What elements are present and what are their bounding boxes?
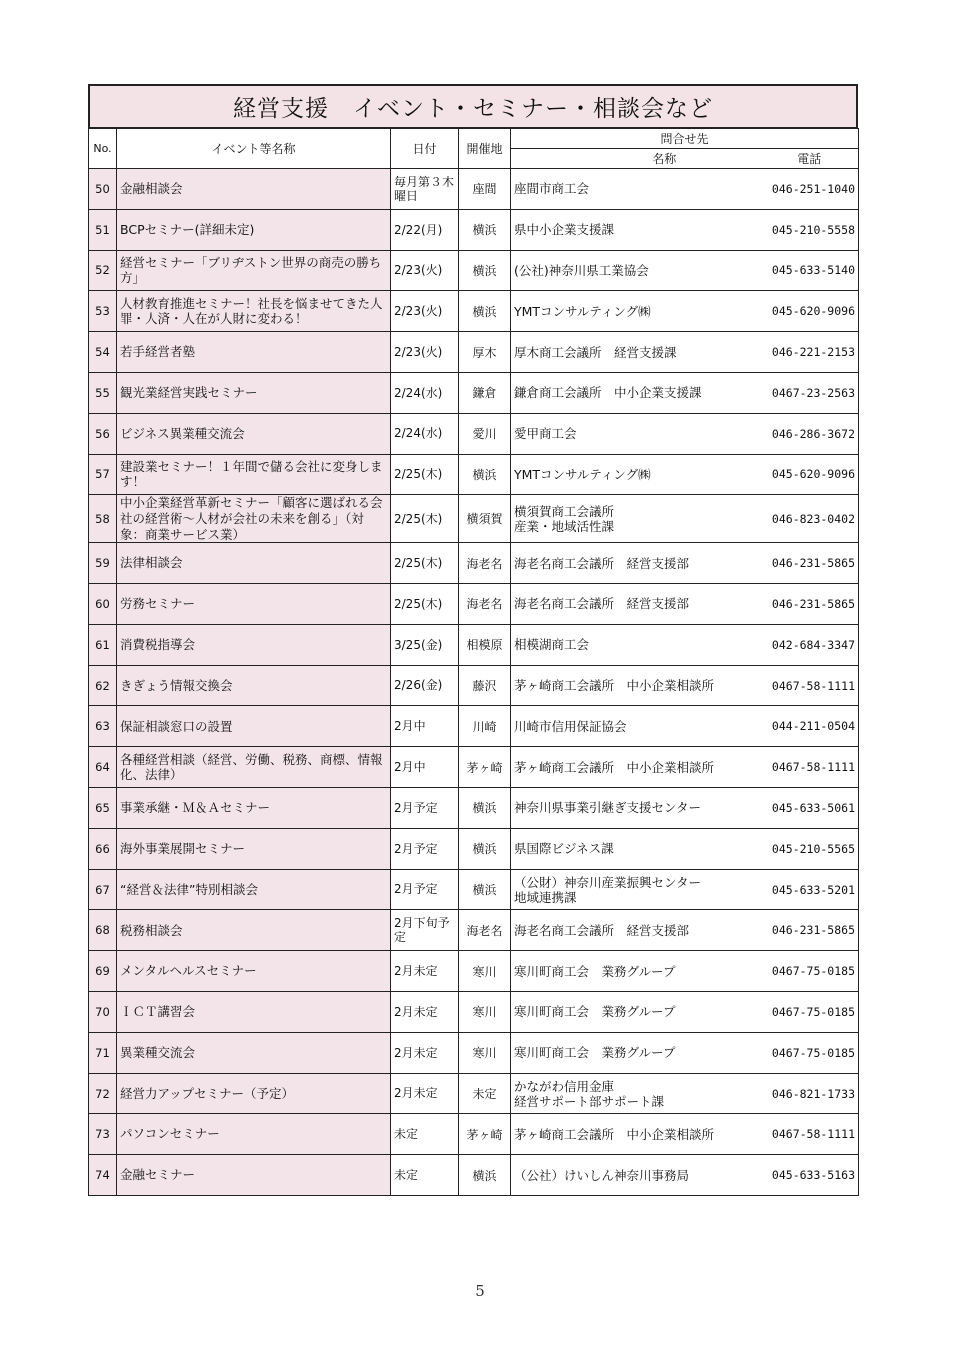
- event-venue: 相模原: [459, 624, 511, 665]
- event-venue: 茅ヶ崎: [459, 1114, 511, 1155]
- table-row: [89, 209, 859, 250]
- row-number: 65: [89, 788, 117, 829]
- header-contact-name: 名称: [511, 149, 761, 169]
- row-number: 71: [89, 1032, 117, 1073]
- page-title: 経営支援 イベント・セミナー・相談会など: [88, 84, 858, 128]
- event-date: 2/25(木): [391, 454, 459, 495]
- event-venue: 横浜: [459, 291, 511, 332]
- event-name: 観光業経営実践セミナー: [117, 372, 391, 413]
- contact-name: 茅ヶ崎商工会議所 中小企業相談所: [511, 747, 761, 788]
- event-venue: 横浜: [459, 788, 511, 829]
- contact-tel: 0467-58-1111: [761, 1114, 859, 1155]
- event-date: 2月未定: [391, 1073, 459, 1114]
- event-venue: 横浜: [459, 454, 511, 495]
- event-venue: 座間: [459, 169, 511, 210]
- event-name: 建設業セミナー！１年間で儲る会社に変身します！: [117, 454, 391, 495]
- contact-name: YMTコンサルティング㈱: [511, 454, 761, 495]
- contact-name: 県中小企業支援課: [511, 209, 761, 250]
- contact-tel: 046-231-5865: [761, 543, 859, 584]
- page-number: 5: [475, 1282, 485, 1300]
- contact-tel: 045-633-5140: [761, 250, 859, 291]
- header-contact-tel: 電話: [761, 149, 859, 169]
- contact-tel: 0467-75-0185: [761, 951, 859, 992]
- event-venue: 横浜: [459, 209, 511, 250]
- event-date: 3/25(金): [391, 624, 459, 665]
- event-venue: 海老名: [459, 543, 511, 584]
- contact-tel: 0467-75-0185: [761, 992, 859, 1033]
- contact-name: 愛甲商工会: [511, 413, 761, 454]
- event-venue: 寒川: [459, 951, 511, 992]
- event-venue: 海老名: [459, 910, 511, 951]
- contact-tel: 046-251-1040: [761, 169, 859, 210]
- event-name: 若手経営者塾: [117, 332, 391, 373]
- event-venue: 未定: [459, 1073, 511, 1114]
- row-number: 69: [89, 951, 117, 992]
- event-date: 2月未定: [391, 951, 459, 992]
- event-venue: 茅ヶ崎: [459, 747, 511, 788]
- contact-name: (公社)神奈川県工業協会: [511, 250, 761, 291]
- event-date: 2/22(月): [391, 209, 459, 250]
- table-row: [89, 992, 859, 1033]
- table-row: [89, 495, 859, 543]
- row-number: 58: [89, 495, 117, 543]
- contact-name: 海老名商工会議所 経営支援部: [511, 910, 761, 951]
- event-name: 金融相談会: [117, 169, 391, 210]
- table-row: [89, 951, 859, 992]
- event-venue: 横浜: [459, 869, 511, 910]
- event-date: 2月未定: [391, 992, 459, 1033]
- row-number: 74: [89, 1155, 117, 1196]
- row-number: 57: [89, 454, 117, 495]
- event-name: “経営＆法律”特別相談会: [117, 869, 391, 910]
- table-row: [89, 788, 859, 829]
- table-row: [89, 1114, 859, 1155]
- event-name: 税務相談会: [117, 910, 391, 951]
- table-row: [89, 584, 859, 625]
- event-name: メンタルヘルスセミナー: [117, 951, 391, 992]
- table-row: [89, 747, 859, 788]
- event-name: BCPセミナー(詳細未定): [117, 209, 391, 250]
- contact-name: 県国際ビジネス課: [511, 828, 761, 869]
- contact-tel: 045-633-5061: [761, 788, 859, 829]
- table-row: [89, 706, 859, 747]
- contact-tel: 0467-58-1111: [761, 665, 859, 706]
- event-name: 人材教育推進セミナー！社長を悩ませてきた人罪・人済・人在が人財に変わる！: [117, 291, 391, 332]
- table-row: [89, 413, 859, 454]
- table-row: [89, 624, 859, 665]
- header-event-name: イベント等名称: [117, 129, 391, 169]
- contact-tel: 0467-58-1111: [761, 747, 859, 788]
- table-row: [89, 291, 859, 332]
- table-row: [89, 169, 859, 210]
- event-venue: 鎌倉: [459, 372, 511, 413]
- table-row: [89, 910, 859, 951]
- table-row: [89, 372, 859, 413]
- row-number: 72: [89, 1073, 117, 1114]
- event-date: 2月予定: [391, 869, 459, 910]
- event-date: 2/23(火): [391, 250, 459, 291]
- event-name: ＩＣＴ講習会: [117, 992, 391, 1033]
- event-name: 各種経営相談（経営、労働、税務、商標、情報化、法律）: [117, 747, 391, 788]
- contact-tel: 046-823-0402: [761, 495, 859, 543]
- event-date: 2月中: [391, 706, 459, 747]
- table-row: [89, 332, 859, 373]
- table-row: [89, 1155, 859, 1196]
- event-name: 経営力アップセミナー（予定）: [117, 1073, 391, 1114]
- table-row: [89, 454, 859, 495]
- event-date: 2/23(火): [391, 291, 459, 332]
- table-row: [89, 250, 859, 291]
- contact-name: 厚木商工会議所 経営支援課: [511, 332, 761, 373]
- row-number: 54: [89, 332, 117, 373]
- event-date: 2/26(金): [391, 665, 459, 706]
- event-venue: 横須賀: [459, 495, 511, 543]
- event-venue: 愛川: [459, 413, 511, 454]
- header-contact: 問合せ先: [511, 129, 859, 149]
- row-number: 67: [89, 869, 117, 910]
- header-venue: 開催地: [459, 129, 511, 169]
- table-row: [89, 543, 859, 584]
- row-number: 55: [89, 372, 117, 413]
- event-date: 2/25(木): [391, 495, 459, 543]
- event-venue: 海老名: [459, 584, 511, 625]
- table-body: [89, 169, 859, 1196]
- event-date: 2月予定: [391, 788, 459, 829]
- event-venue: 横浜: [459, 1155, 511, 1196]
- contact-name: 海老名商工会議所 経営支援部: [511, 543, 761, 584]
- event-date: 2/23(火): [391, 332, 459, 373]
- event-name: 金融セミナー: [117, 1155, 391, 1196]
- event-venue: 寒川: [459, 1032, 511, 1073]
- event-name: 経営セミナー「ブリヂストン世界の商売の勝ち方」: [117, 250, 391, 291]
- event-date: 2/24(水): [391, 372, 459, 413]
- contact-name: かながわ信用金庫 経営サポート部サポート課: [511, 1073, 761, 1114]
- contact-name: 海老名商工会議所 経営支援部: [511, 584, 761, 625]
- table-row: [89, 665, 859, 706]
- event-date: 2/25(木): [391, 543, 459, 584]
- event-name: 中小企業経営革新セミナー「顧客に選ばれる会社の経営術～人材が会社の未来を創る」（対象：商業サービス業）: [117, 495, 391, 543]
- event-name: 海外事業展開セミナー: [117, 828, 391, 869]
- event-venue: 厚木: [459, 332, 511, 373]
- contact-tel: 045-633-5201: [761, 869, 859, 910]
- event-date: 2月未定: [391, 1032, 459, 1073]
- event-name: 事業承継・Ｍ＆Ａセミナー: [117, 788, 391, 829]
- event-date: 2/24(水): [391, 413, 459, 454]
- event-name: 法律相談会: [117, 543, 391, 584]
- contact-tel: 044-211-0504: [761, 706, 859, 747]
- event-venue: 川崎: [459, 706, 511, 747]
- table-row: [89, 828, 859, 869]
- event-venue: 藤沢: [459, 665, 511, 706]
- table-row: [89, 869, 859, 910]
- contact-name: 神奈川県事業引継ぎ支援センター: [511, 788, 761, 829]
- row-number: 60: [89, 584, 117, 625]
- event-name: 異業種交流会: [117, 1032, 391, 1073]
- event-venue: 横浜: [459, 250, 511, 291]
- contact-name: 相模湖商工会: [511, 624, 761, 665]
- contact-tel: 045-620-9096: [761, 291, 859, 332]
- contact-tel: 046-231-5865: [761, 584, 859, 625]
- event-name: パソコンセミナー: [117, 1114, 391, 1155]
- row-number: 73: [89, 1114, 117, 1155]
- contact-tel: 045-210-5558: [761, 209, 859, 250]
- event-name: 消費税指導会: [117, 624, 391, 665]
- contact-tel: 0467-23-2563: [761, 372, 859, 413]
- contact-tel: 042-684-3347: [761, 624, 859, 665]
- contact-tel: 045-210-5565: [761, 828, 859, 869]
- contact-tel: 045-620-9096: [761, 454, 859, 495]
- event-name: ビジネス異業種交流会: [117, 413, 391, 454]
- contact-name: 茅ヶ崎商工会議所 中小企業相談所: [511, 665, 761, 706]
- contact-name: 川崎市信用保証協会: [511, 706, 761, 747]
- event-date: 2月予定: [391, 828, 459, 869]
- contact-name: 茅ヶ崎商工会議所 中小企業相談所: [511, 1114, 761, 1155]
- row-number: 50: [89, 169, 117, 210]
- contact-tel: 046-231-5865: [761, 910, 859, 951]
- contact-tel: 046-221-2153: [761, 332, 859, 373]
- event-date: 2月中: [391, 747, 459, 788]
- event-date: 未定: [391, 1155, 459, 1196]
- event-date: 2月下旬予定: [391, 910, 459, 951]
- event-venue: 寒川: [459, 992, 511, 1033]
- row-number: 59: [89, 543, 117, 584]
- header-no: No.: [89, 129, 117, 169]
- row-number: 53: [89, 291, 117, 332]
- row-number: 70: [89, 992, 117, 1033]
- contact-name: （公社）けいしん神奈川事務局: [511, 1155, 761, 1196]
- row-number: 51: [89, 209, 117, 250]
- table-row: [89, 1032, 859, 1073]
- contact-tel: 045-633-5163: [761, 1155, 859, 1196]
- contact-name: 寒川町商工会 業務グループ: [511, 992, 761, 1033]
- contact-name: 横須賀商工会議所 産業・地域活性課: [511, 495, 761, 543]
- row-number: 62: [89, 665, 117, 706]
- contact-name: 寒川町商工会 業務グループ: [511, 1032, 761, 1073]
- events-table: [88, 128, 859, 1196]
- table-header: [89, 129, 859, 169]
- row-number: 66: [89, 828, 117, 869]
- header-date: 日付: [391, 129, 459, 169]
- event-venue: 横浜: [459, 828, 511, 869]
- row-number: 52: [89, 250, 117, 291]
- event-date: 2/25(木): [391, 584, 459, 625]
- contact-name: 座間市商工会: [511, 169, 761, 210]
- row-number: 56: [89, 413, 117, 454]
- event-list-sheet: [88, 84, 858, 1196]
- event-name: 保証相談窓口の設置: [117, 706, 391, 747]
- row-number: 68: [89, 910, 117, 951]
- row-number: 64: [89, 747, 117, 788]
- event-date: 毎月第３木曜日: [391, 169, 459, 210]
- event-name: 労務セミナー: [117, 584, 391, 625]
- event-date: 未定: [391, 1114, 459, 1155]
- event-name: きぎょう情報交換会: [117, 665, 391, 706]
- table-row: [89, 1073, 859, 1114]
- contact-name: （公財）神奈川産業振興センター 地域連携課: [511, 869, 761, 910]
- contact-name: YMTコンサルティング㈱: [511, 291, 761, 332]
- row-number: 61: [89, 624, 117, 665]
- contact-name: 寒川町商工会 業務グループ: [511, 951, 761, 992]
- contact-tel: 0467-75-0185: [761, 1032, 859, 1073]
- contact-tel: 046-286-3672: [761, 413, 859, 454]
- contact-tel: 046-821-1733: [761, 1073, 859, 1114]
- contact-name: 鎌倉商工会議所 中小企業支援課: [511, 372, 761, 413]
- row-number: 63: [89, 706, 117, 747]
